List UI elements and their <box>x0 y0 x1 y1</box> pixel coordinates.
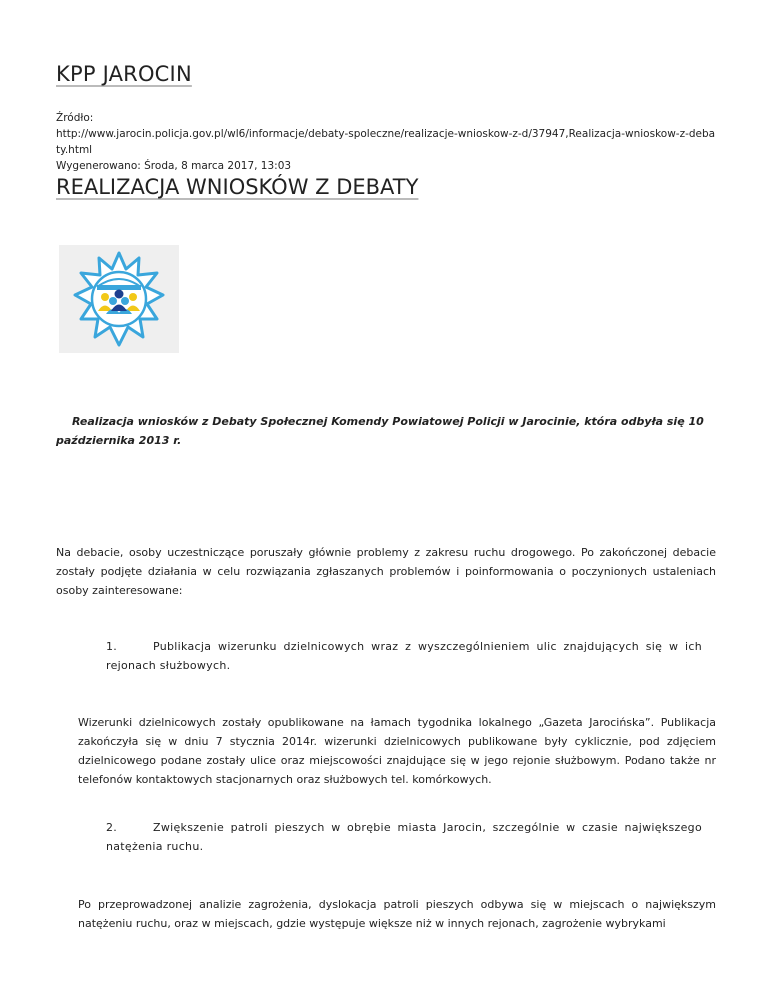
list-item-number: 1. <box>106 640 118 653</box>
article-title: REALIZACJA WNIOSKÓW Z DEBATY <box>56 175 419 199</box>
police-star-emblem-icon <box>59 245 179 353</box>
item-1-body: Wizerunki dzielnicowych zostały opublikowane na łamach tygodnika lokalnego „Gazeta Jarocińska”. Publikacja zakończyła się w dniu 7 stycznia 2014r. wizerunki dzielnicowych publikowane były cyklicznie, pod zdjęciem dzielnicowego podane zostały ulice oraz miejscowości znajdujące się w jego rejonie służbowym. Podano także nr telefonów kontaktowych stacjonarnych oraz służbowych tel. komórkowych. <box>78 716 716 786</box>
list-item-2 <box>106 818 702 856</box>
intro-paragraph: Na debacie, osoby uczestniczące poruszały głównie problemy z zakresu ruchu drogowego. Po zakończonej debacie zostały podjęte działania w celu rozwiązania zgłaszanych problemów i poinformowania o poczynionych ustaleniach osoby zainteresowane: <box>56 546 716 597</box>
lead-paragraph: Realizacja wniosków z Debaty Społecznej Komendy Powiatowej Policji w Jarocinie, która odbyła się 10 października 2013 r. <box>56 415 704 447</box>
generated-date: Wygenerowano: Środa, 8 marca 2017, 13:03 <box>56 160 292 172</box>
source-label: Źródło: <box>56 112 94 124</box>
list-item-title: Zwiększenie patroli pieszych w obrębie miasta Jarocin, szczególnie w czasie największego natężenia ruchu. <box>106 821 702 853</box>
site-title: KPP JAROCIN <box>56 62 192 86</box>
list-item-title: Publikacja wizerunku dzielnicowych wraz z wyszczególnieniem ulic znajdujących się w ich rejonach służbowych. <box>106 640 702 672</box>
source-block <box>56 110 716 174</box>
item-2-body: Po przeprowadzonej analizie zagrożenia, dyslokacja patroli pieszych odbywa się w miejscach o największym natężeniu ruchu, oraz w miejscach, gdzie występuje większe niż w innych rejonach, zagrożenie wybrykami <box>78 898 716 930</box>
list-item-1 <box>106 637 702 675</box>
source-url[interactable]: http://www.jarocin.policja.gov.pl/wl6/informacje/debaty-spoleczne/realizacje-wnioskow-z-d/37947,Realizacja-wnioskow-z-debaty.html <box>56 128 716 156</box>
police-debate-logo <box>59 245 179 353</box>
list-item-number: 2. <box>106 821 118 834</box>
